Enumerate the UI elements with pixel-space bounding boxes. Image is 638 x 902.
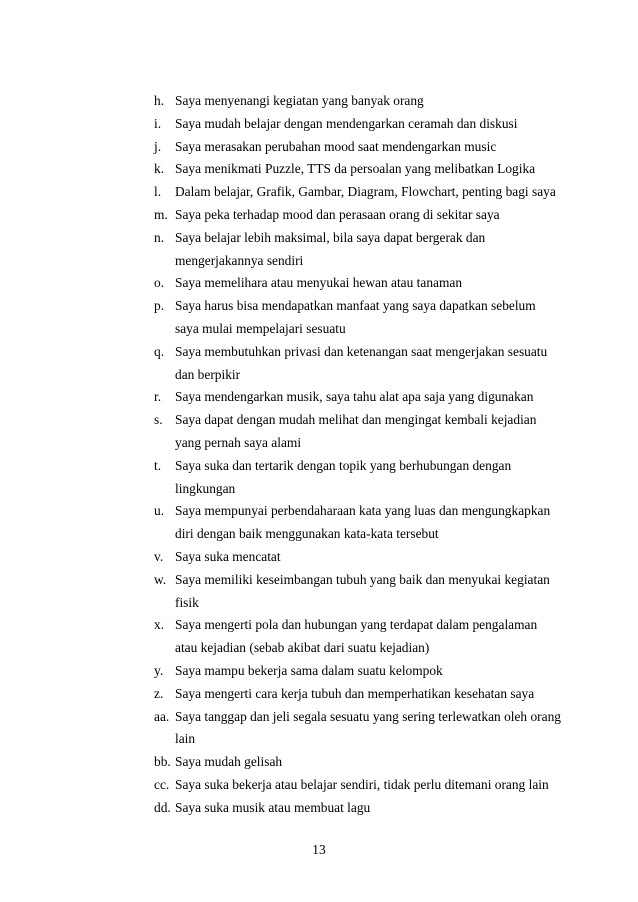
list-item-line: dan berpikir <box>175 366 241 382</box>
list-item-text <box>175 546 554 569</box>
list-item-line: Saya menikmati Puzzle, TTS da persoalan yang melibatkan Logika <box>175 161 536 177</box>
list-item-line: Saya harus bisa mendapatkan manfaat yang saya dapatkan sebelum <box>175 298 536 314</box>
list-item-line: lain <box>175 731 196 747</box>
list-item-line: Saya suka dan tertarik dengan topik yang berhubungan dengan <box>175 457 512 473</box>
list-item-marker: j. <box>154 138 162 154</box>
list-item-line: atau kejadian (sebab akibat dari suatu kejadian) <box>175 640 430 656</box>
list-item <box>154 158 554 181</box>
list-item <box>154 113 554 136</box>
list-item-text <box>175 90 554 113</box>
list-item-line: Saya peka terhadap mood dan perasaan orang di sekitar saya <box>175 206 500 222</box>
list-item-line: saya mulai mempelajari sesuatu <box>175 320 346 336</box>
list-item-marker: x. <box>154 617 165 633</box>
list-item <box>154 546 554 569</box>
list-item-marker: dd. <box>154 799 171 815</box>
list-item-text <box>175 227 554 273</box>
list-item <box>154 272 554 295</box>
list-item-marker: h. <box>154 93 165 108</box>
list-item-line: Saya mendengarkan musik, saya tahu alat apa saja yang digunakan <box>175 389 534 405</box>
list-item-marker: p. <box>154 298 165 314</box>
list-item-marker: r. <box>154 389 162 405</box>
list-item-line: yang pernah saya alami <box>175 434 302 450</box>
list-item-line: Saya mampu bekerja sama dalam suatu kelompok <box>175 662 443 678</box>
list-item-text <box>175 614 554 660</box>
list-item-text <box>175 181 556 204</box>
list-item-line: Saya membutuhkan privasi dan ketenangan saat mengerjakan sesuatu <box>175 343 548 359</box>
list-item-marker: u. <box>154 503 165 519</box>
list-item-line: Saya memelihara atau menyukai hewan atau tanaman <box>175 275 463 291</box>
list-item-marker: z. <box>154 685 164 701</box>
list-item-marker: l. <box>154 184 162 200</box>
list-item-line: Saya dapat dengan mudah melihat dan mengingat kembali kejadian <box>175 412 537 428</box>
list-item <box>154 500 554 546</box>
list-item-marker: cc. <box>154 776 170 792</box>
list-item-text <box>175 272 554 295</box>
list-item-text <box>175 683 554 706</box>
list-item-line: diri dengan baik menggunakan kata-kata tersebut <box>175 526 439 542</box>
list-item-marker: v. <box>154 548 164 564</box>
list-item <box>154 181 554 204</box>
list-item-marker: n. <box>154 229 165 245</box>
list-item-text <box>175 797 554 820</box>
list-item-marker: y. <box>154 662 164 678</box>
list-item-text <box>175 136 554 159</box>
list-item-text <box>175 158 554 181</box>
list-item <box>154 227 554 273</box>
list-item-marker: q. <box>154 343 165 359</box>
list-item-line: Saya suka musik atau membuat lagu <box>175 799 371 815</box>
statement-list <box>154 90 561 820</box>
list-item-text <box>175 386 554 409</box>
list-item-line: Saya mudah belajar dengan mendengarkan ceramah dan diskusi <box>175 115 518 131</box>
list-item-text <box>175 113 554 136</box>
list-item-text <box>175 706 561 752</box>
list-item-marker: s. <box>154 412 163 428</box>
list-item-line: Saya suka bekerja atau belajar sendiri, tidak perlu ditemani orang lain <box>175 776 549 792</box>
list-item <box>154 455 554 501</box>
list-item <box>154 614 554 660</box>
list-item-line: mengerjakannya sendiri <box>175 252 304 268</box>
list-item-marker: o. <box>154 275 165 291</box>
list-item <box>154 295 554 341</box>
list-item-marker: bb. <box>154 754 171 770</box>
list-item-text <box>175 500 554 546</box>
list-item-line: Saya merasakan perubahan mood saat mendengarkan music <box>175 138 497 154</box>
list-item <box>154 90 554 113</box>
list-item-marker: t. <box>154 457 162 473</box>
list-item-line: Saya mengerti cara kerja tubuh dan memperhatikan kesehatan saya <box>175 685 535 701</box>
list-item-line: Saya tanggap dan jeli segala sesuatu yang sering terlewatkan oleh orang <box>175 708 561 724</box>
list-item-text <box>175 409 554 455</box>
list-item <box>154 706 561 752</box>
list-item <box>154 341 554 387</box>
list-item-marker: w. <box>154 571 167 587</box>
list-item-text <box>175 341 554 387</box>
list-item <box>154 569 554 615</box>
list-item-line: Saya mudah gelisah <box>175 754 283 770</box>
list-item <box>154 136 554 159</box>
list-item-line: Saya mengerti pola dan hubungan yang terdapat dalam pengalaman <box>175 617 538 633</box>
list-item <box>154 751 554 774</box>
list-item-marker: i. <box>154 115 162 131</box>
list-item <box>154 683 554 706</box>
list-item-line: Saya belajar lebih maksimal, bila saya dapat bergerak dan <box>175 229 486 245</box>
list-item-text <box>175 660 554 683</box>
list-item-marker: k. <box>154 161 165 177</box>
list-item-line: Dalam belajar, Grafik, Gambar, Diagram, Flowchart, penting bagi saya <box>175 184 556 200</box>
list-item-line: lingkungan <box>175 480 236 496</box>
list-item <box>154 797 554 820</box>
list-item-text <box>175 204 554 227</box>
list-item-text <box>175 455 554 501</box>
list-item-text <box>175 569 554 615</box>
list-item <box>154 386 554 409</box>
list-item <box>154 204 554 227</box>
list-item-line: Saya menyenangi kegiatan yang banyak orang <box>175 93 424 108</box>
list-item-line: Saya memiliki keseimbangan tubuh yang baik dan menyukai kegiatan <box>175 571 550 587</box>
list-item <box>154 409 554 455</box>
list-item-text <box>175 751 554 774</box>
page-number: 13 <box>312 842 326 857</box>
list-item <box>154 660 554 683</box>
list-item-marker: aa. <box>154 708 170 724</box>
list-item-text <box>175 295 554 341</box>
list-item <box>154 774 554 797</box>
list-item-line: fisik <box>175 594 199 610</box>
list-item-text <box>175 774 554 797</box>
list-item-marker: m. <box>154 206 168 222</box>
list-item-line: Saya mempunyai perbendaharaan kata yang luas dan mengungkapkan <box>175 503 551 519</box>
list-item-line: Saya suka mencatat <box>175 548 281 564</box>
